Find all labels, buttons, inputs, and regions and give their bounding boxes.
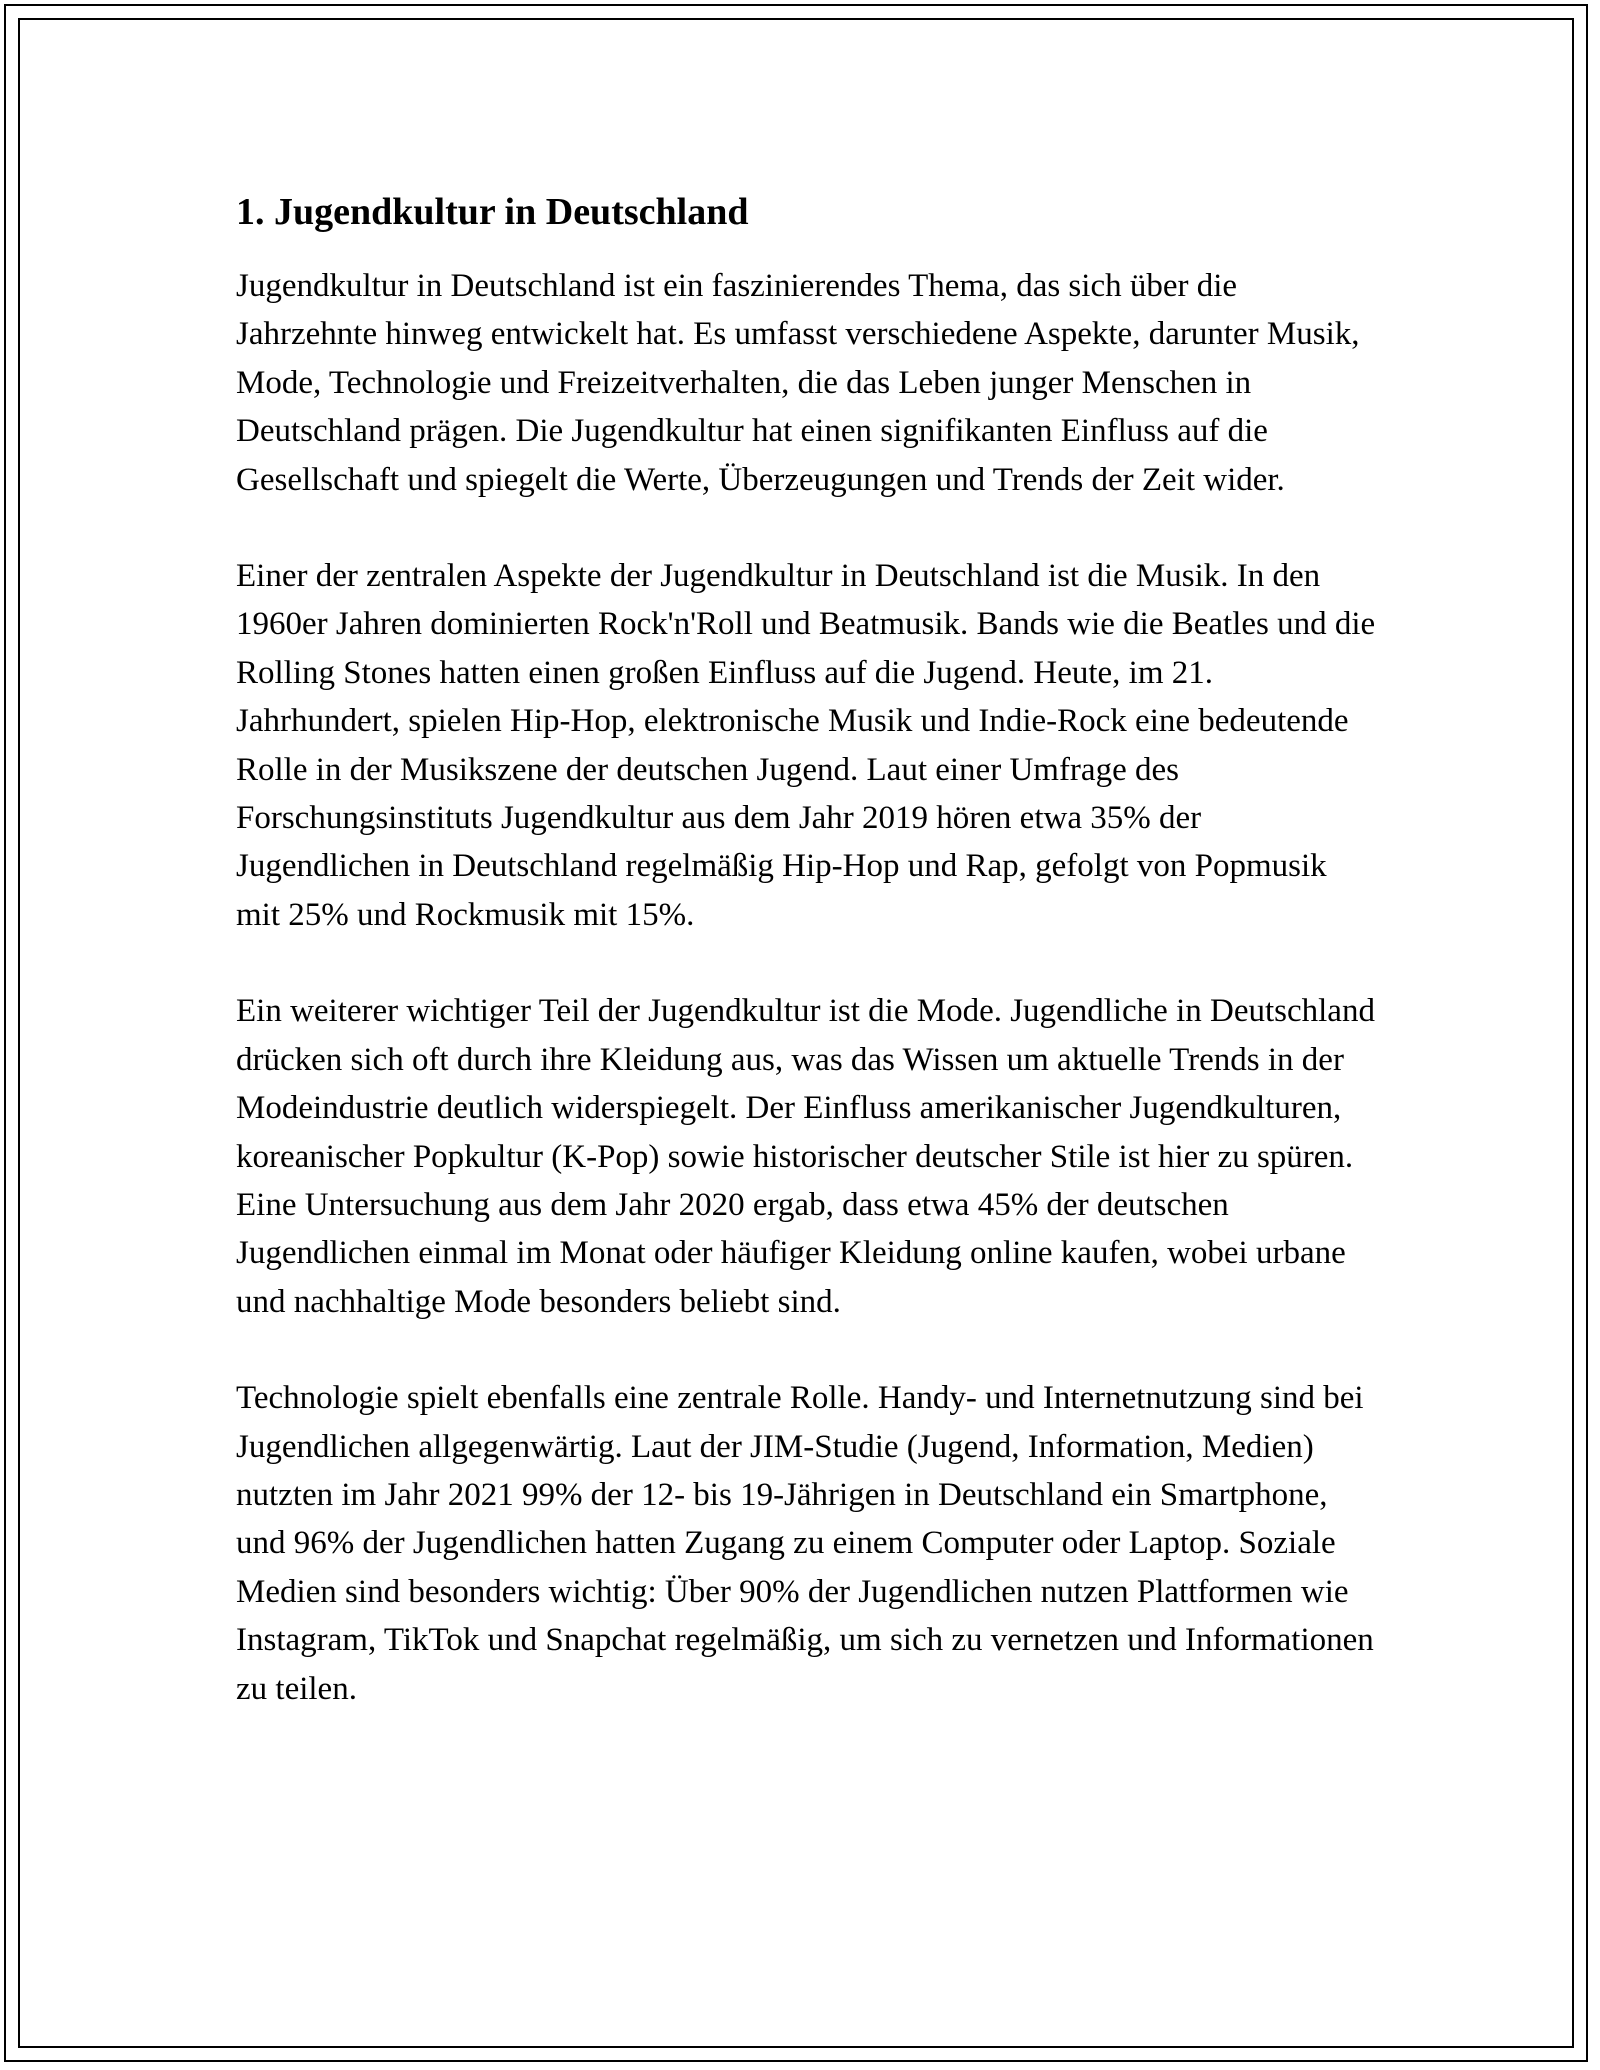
section-title: 1. Jugendkultur in Deutschland [236,191,749,233]
document-body [236,186,1376,1761]
paragraph-technology: Technologie spielt ebenfalls eine zentrale Rolle. Handy- und Internetnutzung sind bei Jugendlichen allgegenwärtig. Laut der JIM-Studie (Jugend, Information, Medien) nutzten im Jahr 2021 99% der 12- bis 19-Jährigen in Deutschland ein Smartphone, und 96% der Jugendlichen hatten Zugang zu einem Computer oder Laptop. Soziale Medien sind besonders wichtig: Über 90% der Jugendlichen nutzen Plattformen wie Instagram, TikTok und Snapchat regelmäßig, um sich zu vernetzen und Informationen zu teilen. [236,1380,1374,1707]
paragraph-music: Einer der zentralen Aspekte der Jugendkultur in Deutschland ist die Musik. In den 1960er Jahren dominierten Rock'n'Roll und Beatmusik. Bands wie die Beatles und die Rolling Stones hatten einen großen Einfluss auf die Jugend. Heute, im 21. Jahrhundert, spielen Hip-Hop, elektronische Musik und Indie-Rock eine bedeutende Rolle in der Musikszene der deutschen Jugend. Laut einer Umfrage des Forschungsinstituts Jugendkultur aus dem Jahr 2019 hören etwa 35% der Jugendlichen in Deutschland regelmäßig Hip-Hop und Rap, gefolgt von Popmusik mit 25% und Rockmusik mit 15%. [236,558,1376,933]
paragraph-intro: Jugendkultur in Deutschland ist ein faszinierendes Thema, das sich über die Jahrzehnte hinweg entwickelt hat. Es umfasst verschiedene Aspekte, darunter Musik, Mode, Technologie und Freizeitverhalten, die das Leben junger Menschen in Deutschland prägen. Die Jugendkultur hat einen signifikanten Einfluss auf die Gesellschaft und spiegelt die Werte, Überzeugungen und Trends der Zeit wider. [236,268,1360,498]
paragraph-fashion: Ein weiterer wichtiger Teil der Jugendkultur ist die Mode. Jugendliche in Deutschland drücken sich oft durch ihre Kleidung aus, was das Wissen um aktuelle Trends in der Modeindustrie deutlich widerspiegelt. Der Einfluss amerikanischer Jugendkulturen, koreanischer Popkultur (K-Pop) sowie historischer deutscher Stile ist hier zu spüren. Eine Untersuchung aus dem Jahr 2020 ergab, dass etwa 45% der deutschen Jugendlichen einmal im Monat oder häufiger Kleidung online kaufen, wobei urbane und nachhaltige Mode besonders beliebt sind. [236,993,1375,1320]
